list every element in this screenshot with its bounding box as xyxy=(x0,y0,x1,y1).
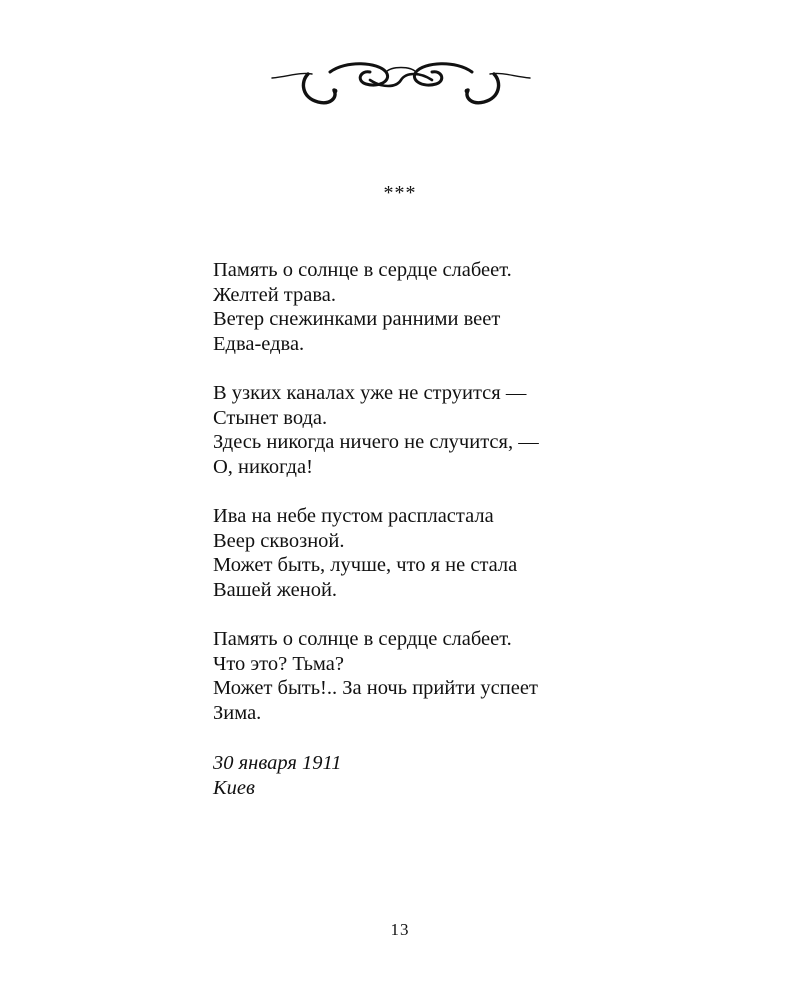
stanza xyxy=(213,381,733,479)
stanza xyxy=(213,258,733,356)
poem-line: Здесь никогда ничего не случится, — xyxy=(213,431,539,454)
poem-line: Ива на небе пустом распластала xyxy=(213,504,494,527)
page-number: 13 xyxy=(390,920,410,939)
poem-line: Желтей трава. xyxy=(213,283,336,306)
poem-body xyxy=(213,258,733,750)
poem-line: Ветер снежинками ранними веет xyxy=(213,308,501,331)
poem-line: Зима. xyxy=(213,701,262,724)
poem-line: В узких каналах уже не струится — xyxy=(213,381,527,404)
poem-line: О, никогда! xyxy=(213,455,313,478)
poem-line: Может быть!.. За ночь прийти успеет xyxy=(213,677,538,700)
section-separator: *** xyxy=(383,182,417,204)
poem-line: Веер сквозной. xyxy=(213,529,345,552)
stanza xyxy=(213,504,733,602)
poem-line: Вашей женой. xyxy=(213,578,338,601)
poem-line: Что это? Тьма? xyxy=(213,652,344,675)
poem-signature xyxy=(213,751,341,800)
poem-line: Стынет вода. xyxy=(213,406,328,429)
poem-line: Память о солнце в сердце слабеет. xyxy=(213,259,512,281)
poem-line: Может быть, лучше, что я не стала xyxy=(213,554,518,577)
poem-date: 30 января 1911 xyxy=(213,752,342,774)
poem-place: Киев xyxy=(213,776,255,799)
ornament-flourish-icon xyxy=(270,58,532,118)
poem-line: Едва-едва. xyxy=(213,332,305,355)
poem-line: Память о солнце в сердце слабеет. xyxy=(213,627,512,650)
stanza xyxy=(213,627,733,725)
